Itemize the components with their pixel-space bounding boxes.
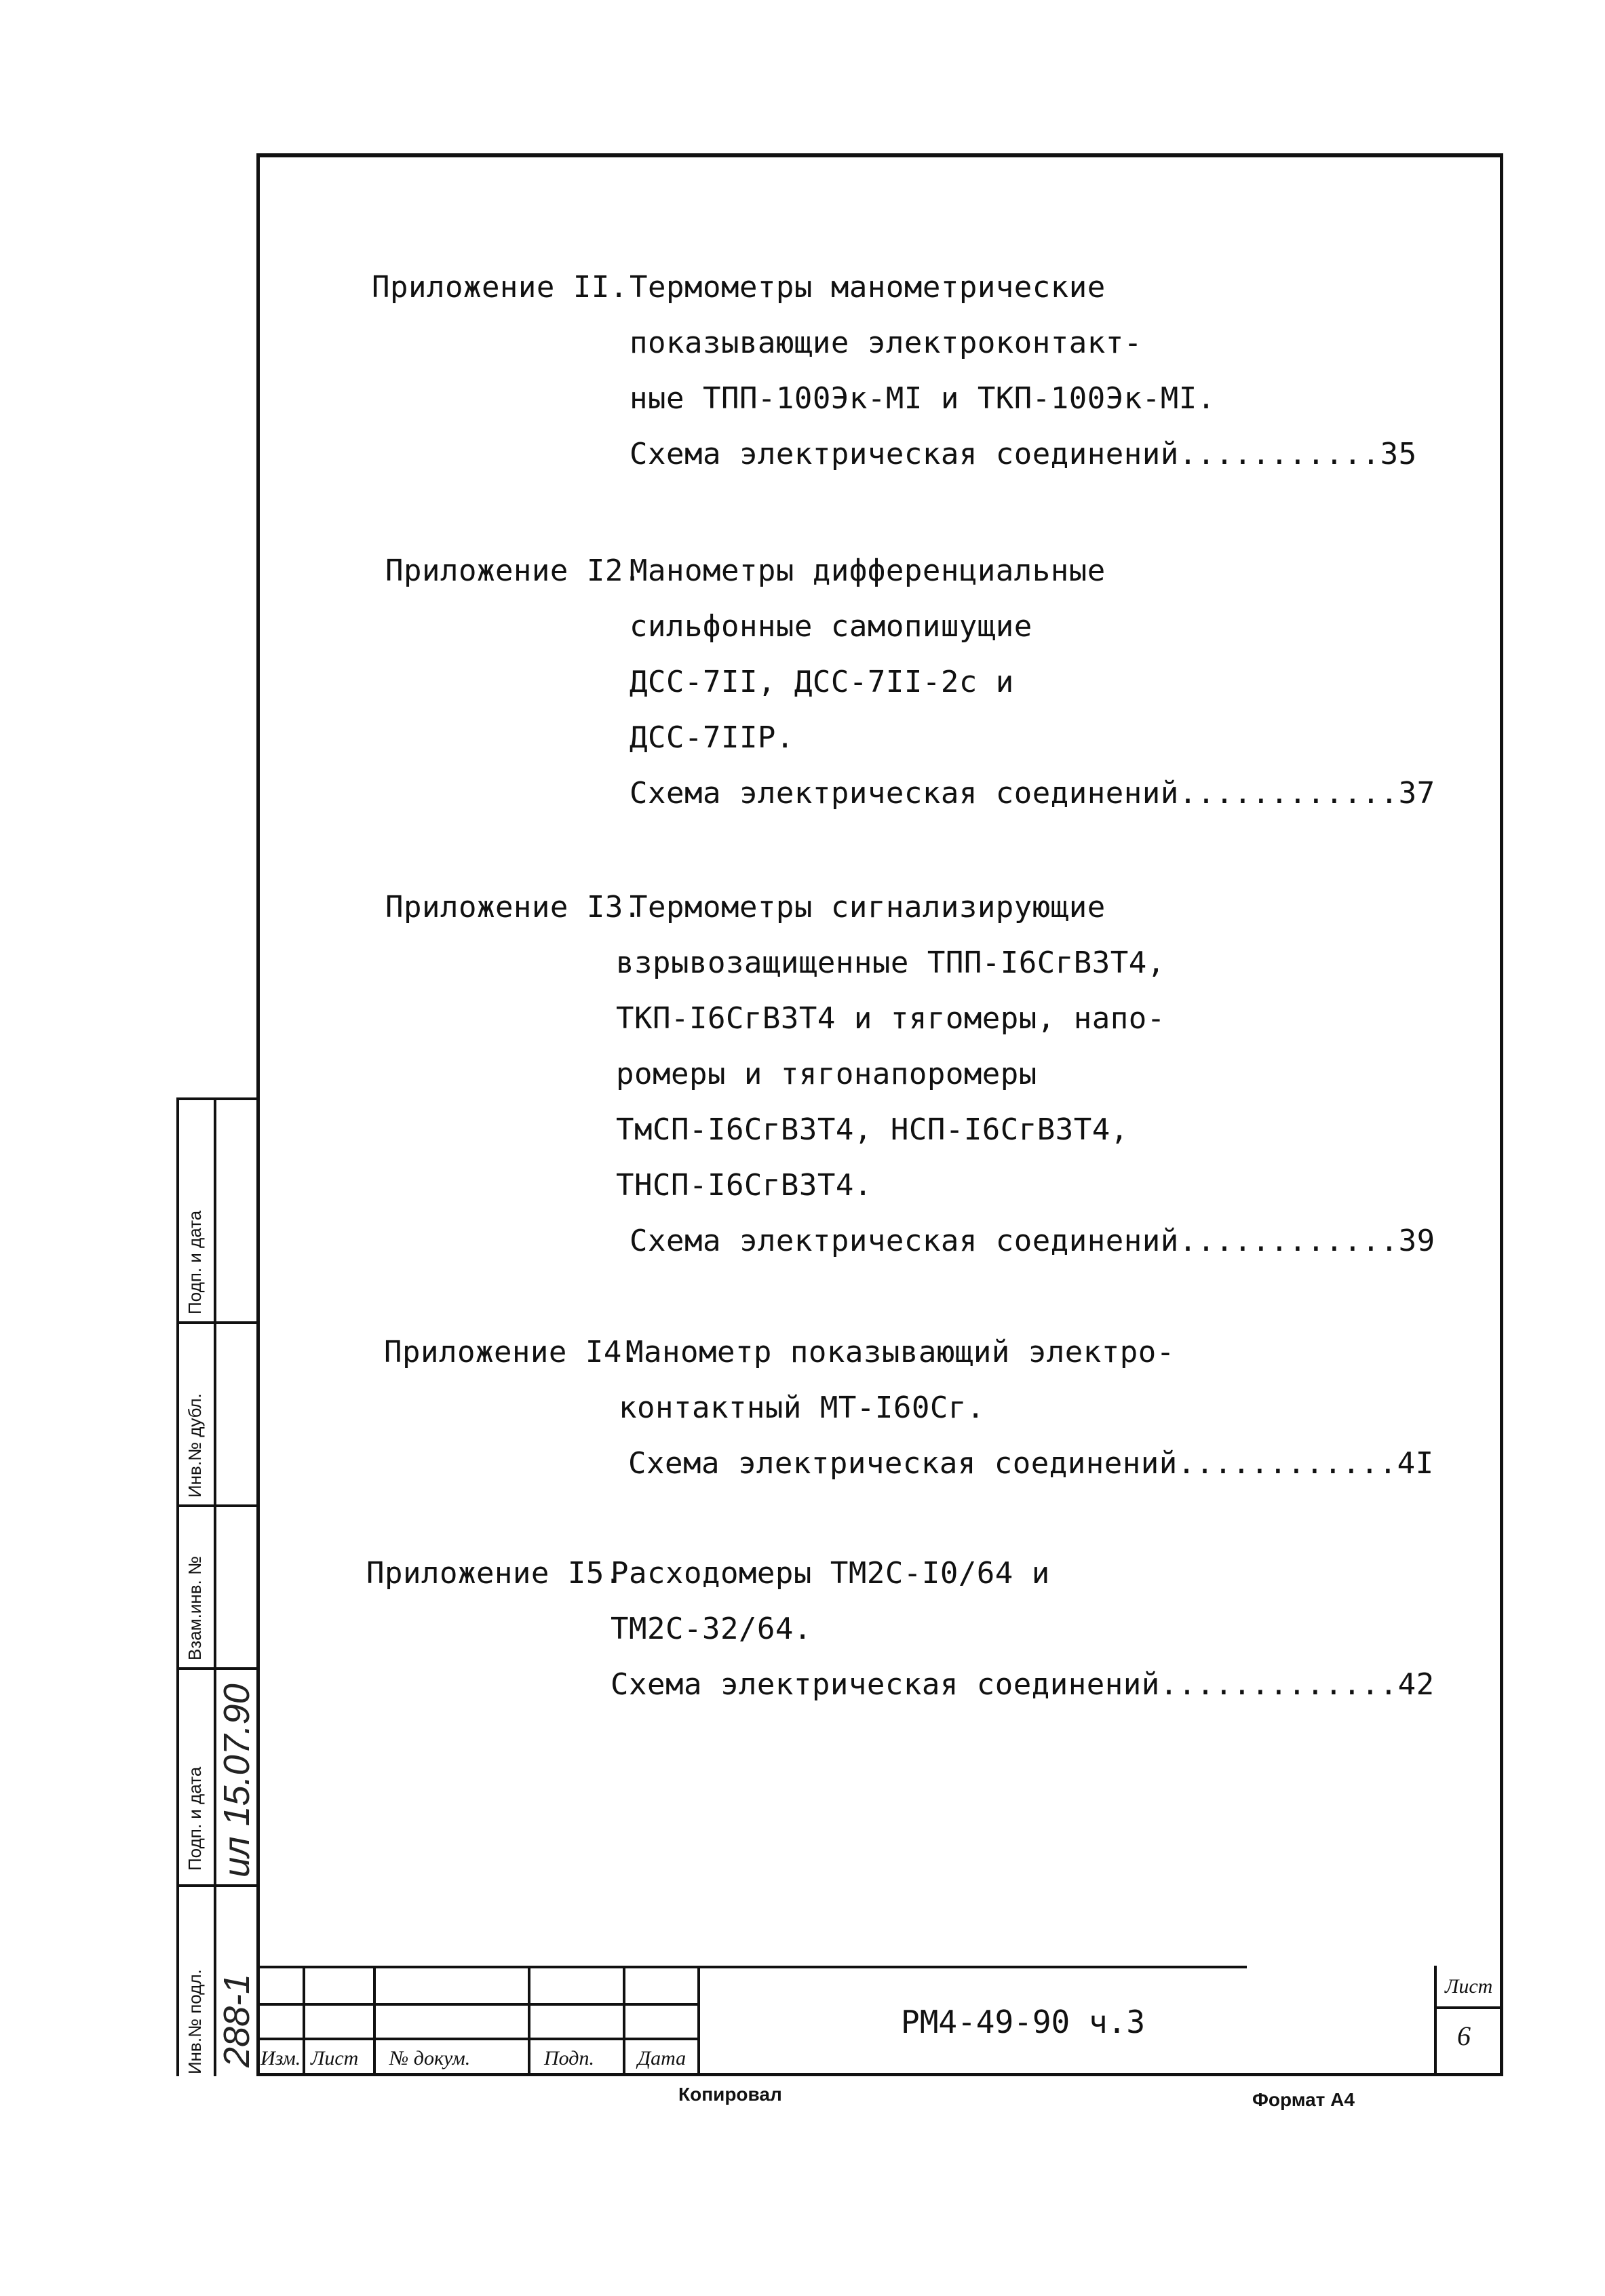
footer-format: Формат А4 [1252, 2089, 1355, 2110]
entry-line: контактный МТ-I60Сг. [619, 1390, 985, 1425]
toc-entry-15 [366, 1556, 1435, 1708]
side-label-inv-podl: Инв.№ подл. [185, 1969, 205, 2074]
sheet-number: 6 [1457, 2021, 1471, 2051]
toc-entry-12 [385, 553, 1435, 811]
col-list: Лист [311, 2047, 359, 2069]
col-doc-number: № докум. [389, 2047, 471, 2069]
entry-line: Расходомеры ТМ2С-I0/64 и [611, 1556, 1050, 1591]
entry-line: Манометр показывающий электро- [625, 1335, 1175, 1369]
entry-line: Схема электрическая соединений.............42 [611, 1667, 1435, 1702]
side-label-podp-data-2: Подп. и дата [185, 1210, 205, 1315]
entry-label: Приложение I3. [385, 890, 642, 925]
entry-line: показывающие электроконтакт- [630, 326, 1142, 360]
title-block [256, 1966, 1503, 2076]
entry-label: Приложение I2. [385, 553, 642, 588]
toc-entry-13 [385, 890, 1435, 1258]
col-izm: Изм. [260, 2047, 301, 2069]
side-stamp [176, 1097, 256, 2076]
entry-line: Схема электрическая соединений...........35 [630, 437, 1417, 471]
entry-line: Схема электрическая соединений............39 [630, 1224, 1435, 1258]
sheet-label: Лист [1445, 1975, 1493, 1998]
entry-line: ДСС-7IIР. [630, 720, 794, 755]
col-signature: Подп. [544, 2047, 594, 2069]
side-label-podp-data-1: Подп. и дата [185, 1766, 205, 1871]
document-designation: РМ4-49-90 ч.3 [901, 2004, 1146, 2040]
toc-entry-11 [372, 270, 1417, 471]
entry-line: ДСС-7II, ДСС-7II-2с и [630, 665, 1014, 699]
entry-line: взрывозащищенные ТПП-I6СгВЗТ4, [616, 946, 1165, 980]
handwritten-inventory-number: 288-1 [216, 1973, 257, 2067]
entry-line: ТНСП-I6СгВЗТ4. [616, 1168, 872, 1203]
entry-line: ные ТПП-100Эк-МI и ТКП-100Эк-МI. [630, 381, 1216, 416]
entry-line: Термометры манометрические [630, 270, 1106, 305]
side-label-inv-dubl: Инв.№ дубл. [185, 1393, 205, 1498]
side-label-vzam-inv: Взам.инв. № [185, 1556, 205, 1660]
handwritten-date: ил 15.07.90 [216, 1684, 257, 1877]
entry-line: ромеры и тягонапоромеры [616, 1057, 1037, 1091]
entry-line: ТМ2С-32/64. [611, 1612, 812, 1646]
entry-label: Приложение I5. [366, 1556, 623, 1591]
entry-line: Манометры дифференциальные [630, 553, 1106, 588]
footer-copied: Копировал [678, 2084, 782, 2105]
entry-label: Приложение II. [372, 270, 628, 305]
entry-line: Схема электрическая соединений............37 [630, 776, 1435, 811]
entry-line: ТмСП-I6СгВЗТ4, НСП-I6СгВЗТ4, [616, 1112, 1129, 1147]
col-date: Дата [638, 2047, 687, 2069]
entry-line: сильфонные самопишущие [630, 609, 1032, 644]
entry-line: Термометры сигнализирующие [630, 890, 1106, 925]
toc-entry-14 [384, 1335, 1434, 1487]
entry-line: Схема электрическая соединений............4I [628, 1446, 1434, 1481]
entry-line: ТКП-I6СгВЗТ4 и тягомеры, напо- [616, 1001, 1165, 1036]
entry-label: Приложение I4. [384, 1335, 640, 1369]
